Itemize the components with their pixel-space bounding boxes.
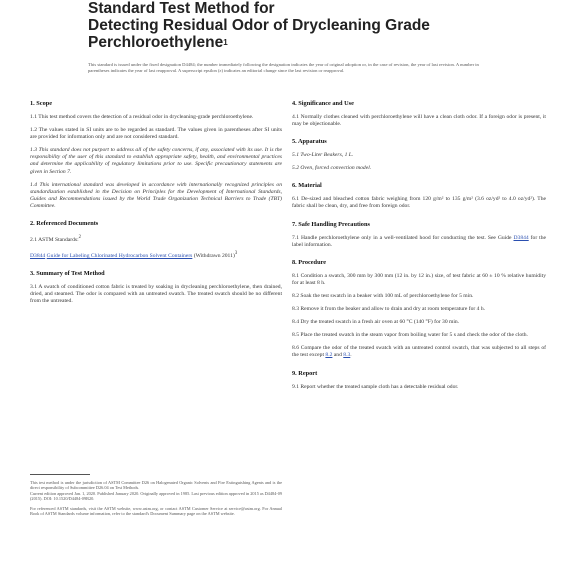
procedure-8-6-pre: 8.6 Compare the odor of the treated swatch with an untreated control swatch, that was subjected to all steps of the test except xyxy=(292,345,546,359)
designation-note: This standard is issued under the fixed designation D4484; the number immediately following the designation indicates the year of original adoption or, in the case of revision, the year of last revision. A number in parentheses indicates the year of last reapproval. A superscript epsilon (ε) indicates an editorial change since the last revision or reapproval. xyxy=(88,62,479,73)
scope-1-1: 1.1 This test method covers the detection of a residual odor in drycleaning-grade perchloroethylene. xyxy=(30,114,254,120)
procedure-8-6-mid: and xyxy=(332,352,344,359)
right-column xyxy=(292,100,546,397)
footnotes xyxy=(30,480,282,520)
safe-7-1-pre: 7.1 Handle perchloroethylene only in a well-ventilated hood for conducting the test. See Guide xyxy=(292,234,514,241)
title-line-3 xyxy=(88,34,388,51)
footnote-1b-text: Current edition approved Jan. 1, 2020. Published January 2020. Originally approved in 1985. Last previous edition approved in 2015 as D4484-09 (2015). DOI: 10.1520/D4484-09R20. xyxy=(30,490,282,502)
material-6-1: 6.1 De-sized and bleached cotton fabric weighing from 120 g/m² to 135 g/m² (3.6 oz/yd² to 4.0 oz/yd²). The fabric shall be clean, dry, and free from foreign odor. xyxy=(292,196,546,210)
section-summary-heading: 3. Summary of Test Method xyxy=(30,269,105,277)
safe-7-1-post: for the label information. xyxy=(292,234,546,248)
d3844-link[interactable]: D3844 xyxy=(30,252,46,259)
d3844-sup: 3 xyxy=(234,250,238,256)
title-line-1: Standard Test Method for xyxy=(88,0,275,17)
title-line-2: Detecting Residual Odor of Drycleaning Grade xyxy=(88,17,430,34)
referenced-2-1 xyxy=(30,234,282,244)
referenced-2-1-text: 2.1 ASTM Standards: xyxy=(30,236,79,243)
footnote-1-text: This test method is under the jurisdiction of ASTM Committee D26 on Halogenated Organic Solvents and Fire Extinguishing Agents and is the direct responsibility of Subcommittee D26.04 on Test Methods. xyxy=(30,480,282,491)
section-8-3-link[interactable]: 8.3 xyxy=(343,352,351,359)
section-8-2-link[interactable]: 8.2 xyxy=(325,352,333,359)
section-referenced-heading: 2. Referenced Documents xyxy=(30,220,99,228)
significance-4-1: 4.1 Normally clothes cleaned with perchloroethylene will have a clean cloth odor. If a foreign odor is present, it may be objectionable. xyxy=(292,114,546,128)
footnote-divider xyxy=(30,474,90,475)
section-procedure-heading: 8. Procedure xyxy=(292,258,327,266)
procedure-8-4: 8.4 Dry the treated swatch in a fresh air oven at 60 °C (140 °F) for 30 min. xyxy=(292,319,460,326)
referenced-d3844 xyxy=(30,250,282,260)
section-material-heading: 6. Material xyxy=(292,182,322,190)
procedure-8-6 xyxy=(292,345,546,359)
section-report-heading: 9. Report xyxy=(292,369,318,377)
section-significance-heading: 4. Significance and Use xyxy=(292,100,354,107)
summary-3-1: 3.1 A swatch of conditioned cotton fabric is treated by soaking in drycleaning perchloroethylene, then drained, dried, and steamed. The odor is compared with an untreated swatch. The treated swatch should be no different from the untreated. xyxy=(30,283,282,305)
apparatus-5-1: 5.1 Two-Liter Beakers, 1 L. xyxy=(292,152,354,159)
section-apparatus-heading: 5. Apparatus xyxy=(292,138,327,146)
scope-1-3: 1.3 This standard does not purport to address all of the safety concerns, if any, associated with its use. It is the responsibility of the user of this standard to establish appropriate safety, health, and environmental practices and determine the applicability of regulatory limitations prior to use. Specific precautionary statements are given in Section 7. xyxy=(30,147,282,175)
referenced-2-1-sup: 2 xyxy=(78,235,81,241)
procedure-8-5: 8.5 Place the treated swatch in the steam vapor from boiling water for 5 s and check the odor of the cloth. xyxy=(292,332,528,339)
report-9-1: 9.1 Report whether the treated sample cloth has a detectable residual odor. xyxy=(292,383,459,390)
safe-d3844-link[interactable]: D3844 xyxy=(513,234,529,241)
footnote-2: For referenced ASTM standards, visit the ASTM website, www.astm.org, or contact ASTM Customer Service at service@astm.org. For Annual Book of ASTM Standards volume information, refer to the standard's Document Summary page on the ASTM website. xyxy=(30,505,282,517)
procedure-8-2: 8.2 Soak the test swatch in a beaker with 100 mL of perchloroethylene for 5 min. xyxy=(292,292,474,299)
procedure-8-1: 8.1 Condition a swatch, 300 mm by 300 mm (12 in. by 12 in.) size, of test fabric at 60 ± 10 % relative humidity for at least 8 h. xyxy=(292,272,546,286)
apparatus-5-2: 5.2 Oven, forced convection model. xyxy=(292,165,372,172)
procedure-8-3: 8.3 Remove it from the beaker and allow to drain and dry at room temperature for 4 h. xyxy=(292,306,486,313)
scope-1-2: 1.2 The values stated in SI units are to be regarded as standard. The values given in parentheses after SI units are provided for information only and are not considered standard. xyxy=(30,127,282,141)
safe-7-1 xyxy=(292,235,546,249)
title-footnote-mark: 1 xyxy=(223,38,228,47)
title-line-3-text: Perchloroethylene xyxy=(88,34,224,51)
procedure-8-6-post: . xyxy=(350,352,352,359)
section-safe-handling-heading: 7. Safe Handling Precautions xyxy=(292,220,370,228)
scope-1-4: 1.4 This international standard was developed in accordance with internationally recognized principles on standardization established in the Decision on Principles for the Development of International Standards, Guides and Recommendations issued by the World Trade Organization Technical Barriers to Trade (TBT) Committee. xyxy=(30,181,282,209)
section-scope-heading: 1. Scope xyxy=(30,100,53,107)
left-column xyxy=(30,100,282,311)
d3844-title-link[interactable]: Guide for Labeling Chlorinated Hydrocarbon Solvent Containers xyxy=(46,252,193,259)
d3844-withdrawn: (Withdrawn 2011) xyxy=(192,252,235,259)
title-block xyxy=(88,0,430,51)
footnote-1 xyxy=(30,480,282,502)
